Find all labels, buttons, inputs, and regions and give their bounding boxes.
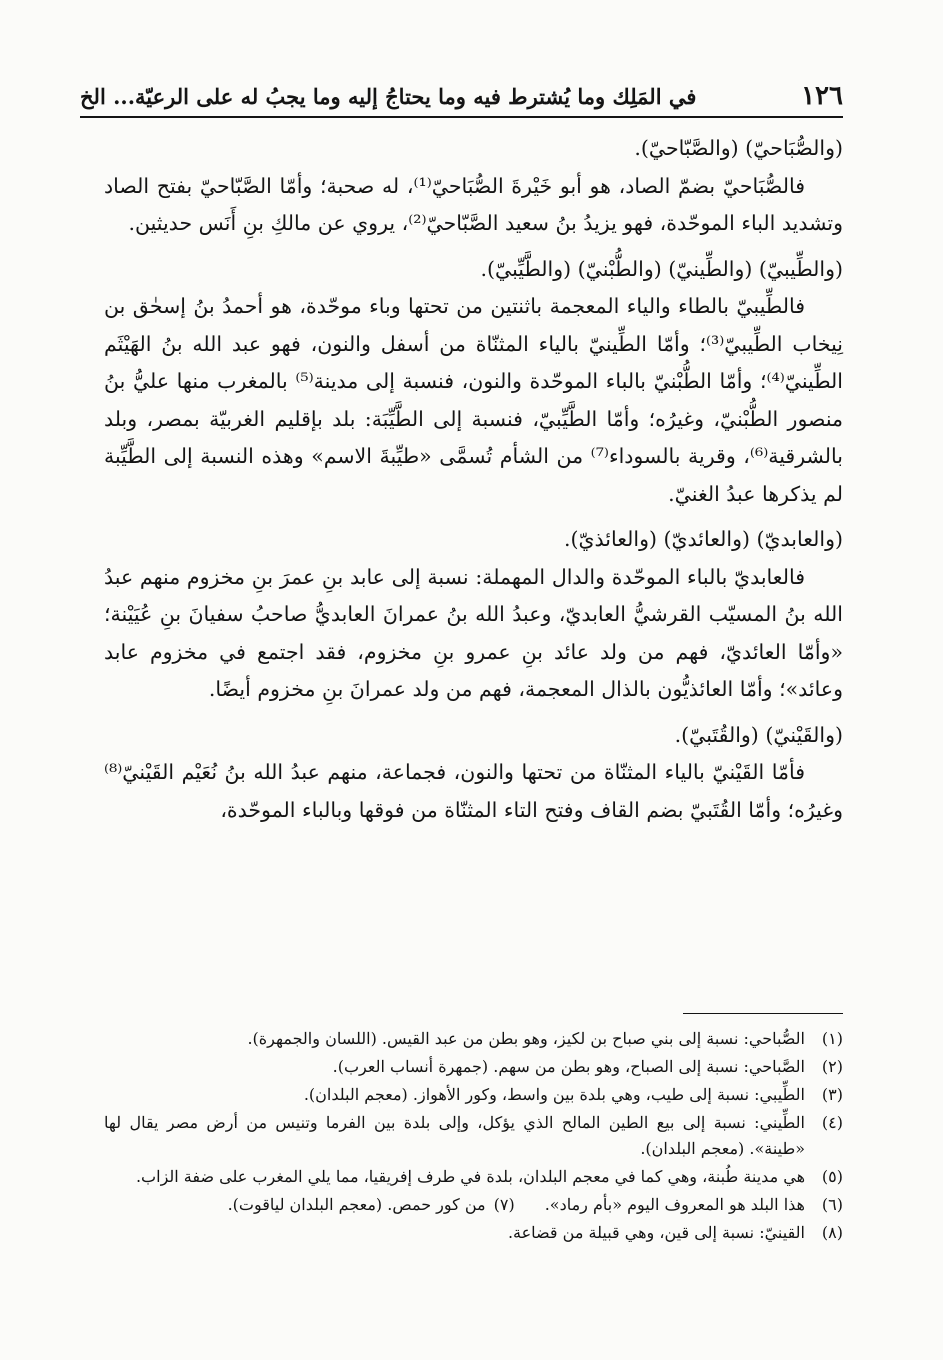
footnote-text: الصُّباحي: نسبة إلى بني صباح بن لكيز، وهو بطن من عبد القيس. (اللسان والجمهرة).: [247, 1029, 805, 1048]
footnote-number: (٥): [821, 1167, 843, 1186]
paragraph: فالطِّيبيّ بالطاء والياء المعجمة باثنتين من تحتها وباء موحّدة، هو أحمدُ بنُ إسحٰق بن نِيخاب الطِّيبيّ⁽³⁾؛ وأمّا الطِّينيّ بالياء المثنّاة من أسفل والنون، فهو عبد الله بنُ الهَيْثَم الطِّينيّ⁽⁴⁾؛ وأمّا الطُّبْنيّ بالباء الموحّدة والنون، فنسبة إلى مدينة⁽⁵⁾ بالمغرب منها عليُّ بنُ منصور الطُّبْنيّ، وغيرُه؛ وأمّا الطَّيِّبيّ، فنسبة إلى الطَّيِّبَة: بلد بإقليم الغربيّة بمصر، وبلد بالشرقية⁽⁶⁾، وقرية بالسوداء⁽⁷⁾ من الشأم تُسمَّى «طيِّبةَ الاسم» وهذه النسبة إلى الطَّيِّبة لم يذكرها عبدُ الغنيّ.: [104, 294, 843, 506]
paragraph: فالصُّبَاحيّ بضمّ الصاد، هو أبو خَيْرةَ الصُّبَاحيّ⁽¹⁾، له صحبة؛ وأمّا الصَّبّاحيّ بفتح الصاد وتشديد الباء الموحّدة، فهو يزيدُ بنُ سعيد الصَّبّاحيّ⁽²⁾، يروي عن مالكِ بنِ أَنَس حديثين.: [104, 173, 843, 235]
main-text: [104, 130, 843, 837]
paragraph: فأمّا القَيْنيّ بالياء المثنّاة من تحتها والنون، فجماعة، منهم عبدُ الله بنُ نُعَيْم القَيْنيّ⁽⁸⁾ وغيرُه؛ وأمّا القُتَبيّ بضم القاف وفتح التاء المثنّاة من فوقها وبالباء الموحّدة،: [104, 760, 843, 822]
page-header: [80, 76, 843, 118]
page-number: ١٢٦: [801, 81, 843, 111]
footnote: [104, 1026, 843, 1052]
footnote: [104, 1220, 843, 1246]
footnote: [104, 1192, 843, 1218]
footnote-text: الصَّباحي: نسبة إلى الصباح، وهو بطن من سهم. (جمهرة أنساب العرب).: [332, 1057, 805, 1076]
footnote-number: (٣): [821, 1085, 843, 1104]
section-heading: (والعابديّ) (والعائديّ) (والعائذيّ).: [563, 527, 843, 551]
running-title: في المَلِك وما يُشترط فيه وما يحتاجُ إليه وما يجبُ له على الرعيّة... الخ: [80, 83, 697, 109]
footnote-number: (٧): [493, 1195, 515, 1214]
footnote-number: (١): [821, 1029, 843, 1048]
footnote-text: الطِّيني: نسبة إلى بيع الطين المالح الذي يؤكل، وإلى بلدة بين الفرما وتنيس من أرض مصر يقال لها «طينة». (معجم البلدان).: [104, 1113, 806, 1158]
section-heading: (والصُّبَاحيّ) (والصَّبّاحيّ).: [634, 136, 843, 160]
footnote-text: من كور حمص. (معجم البلدان لياقوت).: [227, 1195, 486, 1214]
footnote-text: هي مدينة طُبنة، وهي كما في معجم البلدان، بلدة في طرف إفريقيا، مما يلي المغرب على ضفة الزاب.: [135, 1167, 805, 1186]
footnote-number: (٦): [821, 1195, 843, 1214]
paragraph: فالعابديّ بالباء الموحّدة والدال المهملة: نسبة إلى عابد بنِ عمرَ بنِ مخزوم منهم عبدُ الله بنُ المسيّب القرشيُّ العابديّ، وعبدُ الله بنُ عمرانَ العابديُّ صاحبُ سفيانَ بنِ عُيَيْنة؛ «وأمّا العائديّ، فهم من ولد عائد بنِ عمرو بنِ مخزوم، فقد اجتمع في مخزوم عابد وعائد»؛ وأمّا العائذيُّون بالذال المعجمة، فهم من ولد عمرانَ بنِ مخزوم أيضًا.: [104, 564, 843, 701]
section-heading: (والطِّيبيّ) (والطِّينيّ) (والطُّبْنيّ) (والطَّيِّبيّ).: [480, 256, 843, 281]
footnote: [104, 1110, 843, 1162]
footnote-number: (٤): [821, 1113, 843, 1132]
footnotes: [104, 1026, 843, 1248]
footnote-text: القينيّ: نسبة إلى قين، وهي قبيلة من قضاعة.: [507, 1223, 805, 1242]
footnote-text: الطِّيبي: نسبة إلى طيب، وهي بلدة بين واسط، وكور الأهواز. (معجم البلدان).: [303, 1085, 805, 1104]
section-heading: (والقَيْنيّ) (والقُتَبيّ).: [674, 722, 843, 747]
footnote: [104, 1054, 843, 1080]
footnote: [104, 1082, 843, 1108]
footnote-text-combined: [104, 1192, 805, 1218]
footnote-separator: [683, 1013, 843, 1014]
footnote-number: (٨): [821, 1223, 843, 1242]
footnote: [104, 1164, 843, 1190]
footnote-text: هذا البلد هو المعروف اليوم «بأم رماد».: [544, 1195, 805, 1214]
footnote-number: (٢): [821, 1057, 843, 1076]
